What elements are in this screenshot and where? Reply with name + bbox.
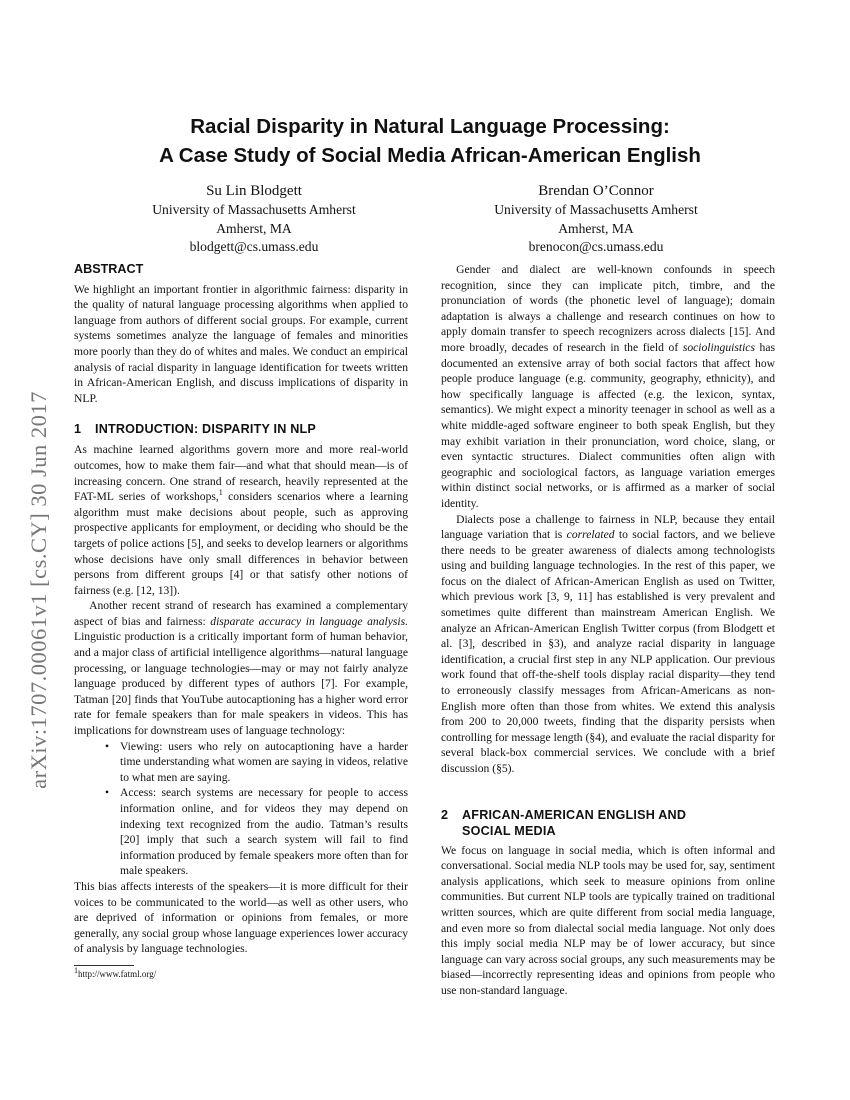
author-location: Amherst, MA — [216, 220, 292, 236]
list-item-text: Access: search systems are necessary for people to access information online, and for videos they may depend on indexing text recognized from the audio. Tatman’s results [20] imply that such a search system will fail to find information produced by female speakers more often than for male speakers. — [120, 786, 408, 878]
abstract-text: We highlight an important frontier in algorithmic fairness: disparity in the quality of natural language processing algorithms when applied to language from authors of different social groups. For example, current systems sometimes analyze the language of females and minorities more poorly than they do of whites and males. We conduct an empirical analysis of racial disparity in language identification for tweets written in African-American English, and discuss implications of disparity in NLP. — [74, 282, 408, 405]
section-number: 1 — [74, 422, 82, 437]
author-block-1 — [104, 181, 404, 257]
intro-paragraph-3: This bias affects interests of the speakers—it is more difficult for their voices to be communicated to the world—as well as other users, who are deprived of information or opinions from females, or more generally, any social group whose language experiences lower accuracy of analysis by language technologies. — [74, 879, 408, 956]
intro-paragraph-1 — [74, 442, 408, 598]
title-line-1: Racial Disparity in Natural Language Processing: — [190, 115, 670, 138]
emphasis-text: correlated — [566, 528, 615, 542]
author-name: Brendan O’Connor — [538, 183, 654, 199]
author-block-2 — [446, 181, 746, 257]
footnote-divider — [74, 965, 134, 966]
emphasis-text: disparate accuracy in language analysis. — [210, 614, 408, 628]
author-email: blodgett@cs.umass.edu — [189, 239, 319, 254]
section-2-paragraph-1: We focus on language in social media, which is often informal and conversational. Social media NLP tools may be used for, say, sentiment analysis applications, which seek to measure opinions from online communities. But current NLP tools are typically trained on traditional written sources, which are quite different from social media language, and even more so from dialectal social media language. Not only does this imply social media NLP may be of lower accuracy, but since language can vary across social groups, any such measurements may be biased—incorrectly representing ideas and opinions from people who use non-standard language. — [441, 843, 775, 997]
text-run: to social factors, and we believe there needs to be greater awareness of dialects among technologists using and building language technologies. In the rest of this paper, we focus on the dialect of African-American English as used on Twitter, which previous work [3, 9, 11] has established is very prevalent and sometimes quite different than mainstream American English. We analyze an African-American English Twitter corpus (from Blodgett et al. [3], described in §3), and analyze racial disparity in language identification, a crucial first step in any NLP application. Our previous work found that off-the-shelf tools display racial disparity—they tend to erroneously classify messages from African-Americans as non-English more often than those from whites. We extend this analysis from 200 to 20,000 tweets, finding that the disparity persists when controlling for message length (§4), and evaluate the racial disparity for several black-box commercial services. We conclude with a brief discussion (§5). — [441, 528, 776, 775]
author-affiliation: University of Massachusetts Amherst — [494, 202, 698, 217]
title-line-2: A Case Study of Social Media African-American English — [159, 144, 701, 167]
abstract-heading: ABSTRACT — [74, 262, 144, 276]
section-2-heading — [441, 807, 775, 839]
section-1-heading — [74, 421, 408, 437]
author-name: Su Lin Blodgett — [206, 183, 302, 199]
footnote-link[interactable]: http://www.fatml.org/ — [78, 968, 157, 979]
text-run: As machine learned algorithms govern more and more real-world outcomes, how to make them fair—and what that should mean—is of increasing concern. One strand of research, heavily represented at the FAT-ML series of workshops, — [74, 443, 408, 504]
author-affiliation: University of Massachusetts Amherst — [152, 202, 356, 217]
emphasis-text: sociolinguistics — [682, 340, 755, 354]
list-item-text: Viewing: users who rely on autocaptioning have a harder time understanding what women are saying in videos, relative to what men are saying. — [120, 739, 408, 784]
author-email: brenocon@cs.umass.edu — [528, 239, 664, 254]
bullet-list — [74, 739, 408, 879]
section-number: 2 — [441, 807, 449, 822]
paper-title — [80, 112, 780, 170]
list-item — [105, 739, 408, 786]
left-column — [74, 262, 408, 980]
section-title: INTRODUCTION: DISPARITY IN NLP — [95, 422, 317, 437]
arxiv-identifier-text: arXiv:1707.00061v1 [cs.CY] 30 Jun 2017 — [26, 391, 51, 789]
intro-paragraph-2 — [74, 598, 408, 738]
text-run: Gender and dialect are well-known confounds in speech recognition, since they can implicate pitch, timbre, and the pronunciation of words (the phonetic level of language); domain adaptation is always a challenge and research continues on how to apply domain transfer to speech recognizers across dialects [15]. And more broadly, decades of research in the field of — [441, 263, 775, 354]
author-location: Amherst, MA — [558, 220, 634, 236]
footnote-mark: 1 — [74, 965, 78, 975]
section-title-line: AFRICAN-AMERICAN ENGLISH AND — [462, 807, 687, 822]
footnote-ref: 1 — [218, 488, 223, 498]
text-run: has documented an extensive array of both social factors that affect how people produce language (e.g. community, geography, ethnicity), and how specifically language is affected (e.g. the lexicon, syntax, semantics). We might expect a minority teenager in school as well as a white middle-aged software engineer to both speak English, but they may exhibit variation in their pronunciation, word choice, slang, or even syntactic structures. Dialect communities often align with geographic and sociological factors, as language variation emerges within distinct social networks, or is affirmed as a marker of social identity. — [441, 340, 776, 510]
bullet-icon: • — [105, 739, 110, 753]
text-run: considers scenarios where a learning algorithm must make decisions about people, such as approving prospective applicants for employment, or deciding who should be the targets of police actions [5], and seeks to develop learners or algorithms whose decisions have only small differences in behavior between persons from different groups [4] or that satisfy other notions of fairness (e.g. [12, 13]). — [74, 490, 408, 597]
right-column — [441, 262, 775, 999]
bullet-icon: • — [105, 786, 110, 800]
text-run: Dialects pose a challenge to fairness in NLP, because they entail language variation that is — [441, 512, 775, 542]
right-paragraph-2 — [441, 512, 775, 777]
arxiv-identifier — [24, 310, 54, 870]
right-paragraph-1 — [441, 262, 775, 512]
text-run: Another recent strand of research has examined a complementary aspect of bias and fairness: — [74, 599, 408, 628]
footnote — [74, 965, 408, 980]
list-item — [105, 785, 408, 879]
text-run: Linguistic production is a critically important form of human behavior, and a major class of artificial intelligence algorithms—natural language processing, or language technologies—may or may not fairly analyze language produced by different types of authors [7]. For example, Tatman [20] finds that YouTube autocaptioning has a higher word error rate for female speakers than for male speakers in videos. This has implications for downstream uses of language technology: — [74, 630, 408, 738]
section-title — [462, 807, 686, 839]
section-title-line: SOCIAL MEDIA — [462, 823, 556, 838]
